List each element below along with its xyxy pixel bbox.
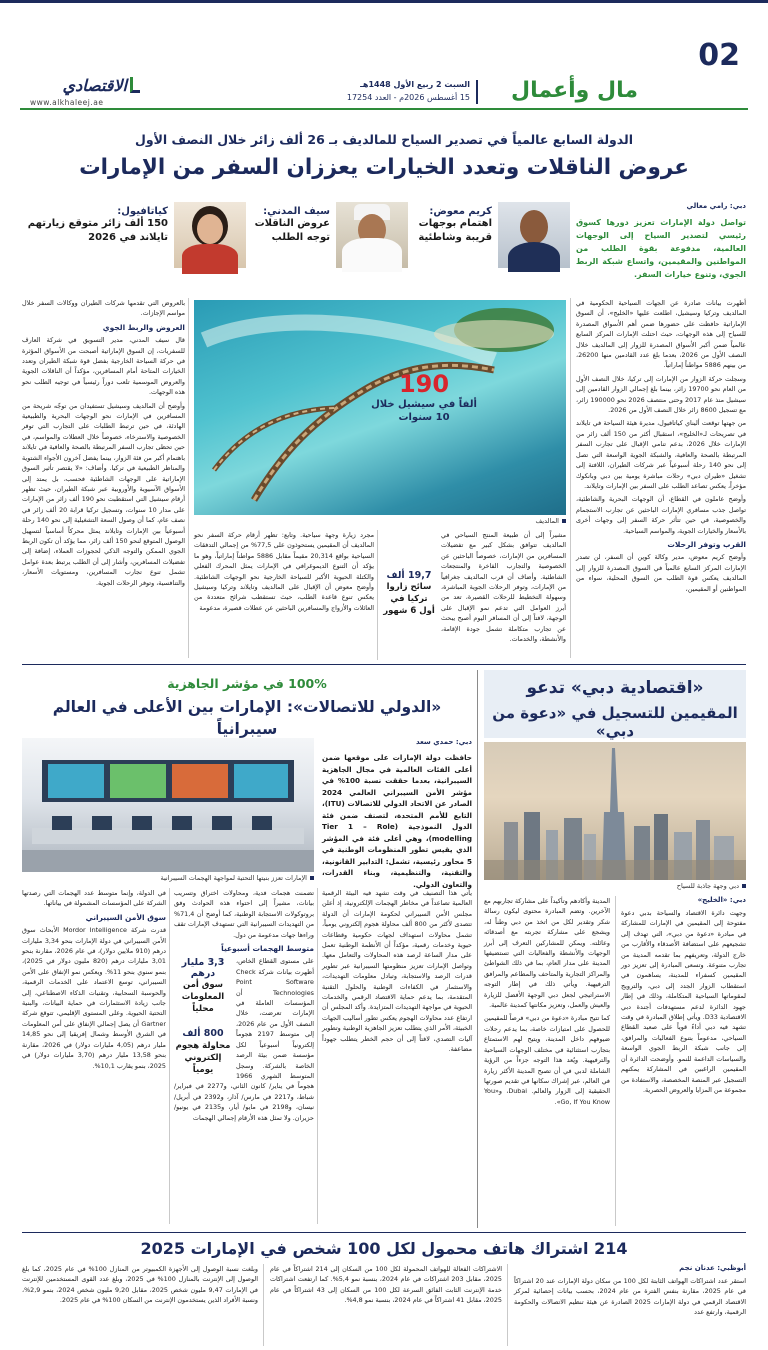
logo-mark-icon bbox=[130, 77, 140, 93]
header-green-line bbox=[20, 108, 748, 110]
stat-turkey-number: 19,7 ألف bbox=[386, 570, 432, 581]
story3-col1: يأتي هذا التصنيف في وقت تشهد فيه البيئة الرقمية العالمية تصاعداً في مخاطر الهجمات الإلكترونية، إذ أعلن مجلس الأمن السيبراني لحكومة الإمارات أن الدولة تتصدى لأكثر من 800 ألف محاولة هجوم إلكتروني يومياً، تشمل محاولات استهداف لجهات حكومية وقطاعات حيوية وخدمات رقمية، مؤكداً أن الأنظمة الوطنية تعمل على مدار الساعة لرصد هذه المحاولات والتعامل معها. وتواصل الإمارات تعزيز منظومتها السيبرانية عبر تطوير قدرات الرصد والاستجابة، وتبادل معلومات التهديدات، والاستثمار في الكفاءات الوطنية والحلول التقنية المتقدمة، بما يدعم حماية الاقتصاد الرقمي والخدمات الحيوية في مواجهة التهديدات المتزايدة. وأكد المجلس أن ارتفاع عدد محاولات الهجوم يعكس تطور أساليب الجهات الخبيثة، الأمر الذي يتطلب تعزيز الجاهزية الوطنية وتطوير آليات التصدي، لافتاً إلى أن حجم الخطر يتطلب جهوداً مضاعفة. bbox=[322, 889, 472, 1054]
story4-col2: الاشتراكات الفعالة للهواتف المحمولة لكل 100 من السكان إلى 214 اشتراكاً في عام 2025، مقابل 203 اشتراكات في عام 2024، بنسبة نمو 5,4%. كما ارتفعت اشتراكات خدمة الإنترنت الثابت الفائق السرعة لكل 100 من السكان إلى 43 اشتراكاً في عام 2025، مقابل 41 اشتراكاً في عام 2024، بنسبة نمو 4,8%. bbox=[270, 1265, 502, 1305]
story2-col2-p1: المدينة وأكادهم وتأكيداً على مشاركة تجاربهم مع الآخرين. وتضم المبادرة محتوى ليكون رسالة شكر وتقدير لكل من اتخذ من دبي وطناً له، ويشجع على مشاركة تجربته مع أصدقائه وعائلته. ويمكن للمشاركين التعرف إلى أبرز الوجهات والأنشطة والفعاليات التي تستضيفها المدينة على مدار العام، بما في ذلك الشواطئ والمراكز التجارية والمتاحف والمطاعم والمرافق الترفيهية. ويأتي ذلك في إطار التوجه الاستراتيجي لجعل دبي الوجهة الأفضل للزيارة والعيش والعمل، وتعزيز مكانتها كمدينة عالمية. bbox=[484, 897, 610, 1010]
header-navy-bar bbox=[0, 0, 768, 3]
expert-saif-name: سيف المدني: bbox=[263, 206, 330, 217]
story2-headline-1: «اقتصادية دبي» تدعو bbox=[526, 678, 704, 698]
control-room-graphic bbox=[22, 738, 314, 872]
story1-col1-p2: وسجلت حركة الزوار من الإمارات إلى تركيا، خلال النصف الأول من العام نحو 19700 زائر، بينما بلغ إجمالي الزوار القادمين إلى سيشيل منذ عام 2017 وحتى منتصف 2026 نحو 190000 زائر، مع تسجيل 8600 زائر خلال النصف الأول من 2026. bbox=[576, 374, 746, 415]
col-rule bbox=[317, 888, 318, 1224]
issue-date-hijri: السبت 2 ربيع الأول 1448هـ bbox=[360, 80, 470, 89]
logo bbox=[30, 74, 140, 96]
story-divider bbox=[22, 664, 746, 665]
story3-headline: «الدولي للاتصالات»: الإمارات بين الأعلى في العالم سيبرانياً bbox=[52, 698, 442, 738]
expert-karim-name: كريم معوض: bbox=[429, 206, 492, 217]
story2-col1: وجهت دائرة الاقتصاد والسياحة بدبي دعوة مفتوحة إلى المقيمين في الإمارات للمشاركة في مبادرة «دعوة من دبي»، التي تهدف إلى تشجيعهم على استضافة الأصدقاء والأقارب من خارج الدولة، وتعريفهم بما تقدمه المدينة من تجارب متنوعة. وتسعى المبادرة إلى تعزيز دور المقيمين كسفراء للمدينة، يساهمون في استقطاب الزوار الجدد إلى دبي، والترويج لمقوماتها السياحية المتكاملة، وذلك في إطار جهود الدائرة لدعم مستهدفات أجندة دبي الاقتصادية D33. ويأتي إطلاق المبادرة في وقت تشهد فيه دبي أداءً قوياً على صعيد القطاع السياحي، مدعوماً بتنوع الفعاليات والمرافق، إلى جانب شبكة الربط الجوي الواسعة والسياسات الداعمة للنمو. وأوضحت الدائرة أن المقيمين الراغبين في المشاركة يمكنهم التسجيل عبر المنصة المخصصة، والاستفادة من مجموعة من المزايا والعروض الحصرية. bbox=[621, 909, 746, 1094]
expert-saif bbox=[252, 206, 330, 245]
story4-headline: 214 اشتراك هاتف محمول لكل 100 شخص في الإمارات 2025 bbox=[140, 1239, 628, 1258]
story2-col2 bbox=[484, 896, 610, 1226]
logo-text: الاقتصادي bbox=[62, 75, 127, 95]
stat-turkey-label: سائح زاروا تركيا في أول 6 شهور bbox=[383, 582, 435, 616]
col-rule bbox=[507, 1264, 508, 1346]
expert-saif-quote: عروض الناقلات توجه الطلب bbox=[254, 218, 330, 243]
story3-byline: دبي: حمدي سعد bbox=[415, 738, 472, 746]
section-divider bbox=[476, 80, 478, 104]
story3-kicker: 100% في مؤشر الجاهزية bbox=[167, 676, 327, 691]
story1-col1-p5: وأوضح كريم معوض، مدير وكالة كوين أن السفر، لن تصدر الإمارات المركز السابع عالمياً في السوق المصدرة للزوار إلى المالديف يعكس قوة الطلب من السوق المحلية، سواء من المواطنين أو المقيمين، bbox=[576, 553, 746, 593]
story1-col4 bbox=[22, 298, 185, 660]
col-rule bbox=[570, 298, 571, 658]
story3-lead: حافظت دولة الإمارات على موقعها ضمن أعلى الفئات العالمية في مجال الجاهزية السيبرانية، بعدما حققت نسبة 100% في مؤشر الأمن السيبراني العالمي 2024 الصادر عن الاتحاد الدولي للاتصالات (ITU)، التابع للأمم المتحدة، لتصنف ضمن فئة الدول النموذجية (Tier 1 – Role modelling)، وهي أعلى فئة في المؤشر الذي يقيس تطور المنظومات الوطنية في 5 محاور رئيسية، تشمل: التدابير القانونية، والتقنية، والتنظيمية، وبناء القدرات، والتعاون الدولي. bbox=[322, 753, 473, 889]
story3-subhead-weekly: متوسط الهجمات أسبوعياً bbox=[221, 944, 314, 954]
masthead bbox=[0, 0, 768, 118]
col-rule bbox=[615, 896, 616, 1226]
story4-col1: استقر عدد اشتراكات الهواتف الثابتة لكل 100 من سكان دولة الإمارات عند 20 اشتراكاً في عام 2025، مقارنة بنفس الفترة من عام 2024، بحسب بيانات إحصائية لمركز الاقتصاد الرقمي في دولة الإمارات 2025 الصادرة عن هيئة تنظيم الاتصالات والحكومة الرقمية، وارتفع عدد bbox=[514, 1277, 747, 1317]
story1-col1-p1: أظهرت بيانات صادرة عن الجهات السياحية الحكومية في المالديف وتركيا وسيشيل، اطلعت عليها «الخليج»، أن السوق الإماراتية حافظت على حضورها ضمن أهم الأسواق المصدرة للسياح إلى هذه الوجهات، حيث احتلت الإمارات المركز السابع عالمياً ضمن أكبر الأسواق المصدرة للزوار إلى المالديف خلال النصف الأول من 2026، بعدما بلغ عدد القادمين منها 26200، من بينهم 5886 مواطناً إماراتياً. bbox=[576, 299, 747, 370]
story1-col3: مجرد زيارة وجهة سياحية. وتابع: تظهر أرقام حركة السفر نحو المالديف أن المقيمين يستحوذون على 77,5% من إجمالي التدفقات السياحية بواقع 20,314 مقيماً مقابل 5886 مواطناً إماراتياً، وهو ما يؤكد أن التنوع الديموغرافي في الإمارات يمثل المحرك الفعلي والكتلة الحيوية الأكبر للسياحة الخارجية نحو الوجهات الشاطئية. وأوضح معوض أن الإقبال على المالديف وتايلاند وتركيا وسيشيل يعكس تنوع قاعدة الطلب، حيث تستقطب شرائح متعددة من العائلات والأزواج والمسافرين الباحثين عن عطلات قصيرة، مدعومة bbox=[194, 531, 375, 612]
photo-caption-cyber: الإمارات تعزز بنيتها التحتية لمواجهة الهجمات السيبرانية bbox=[22, 874, 314, 882]
story1-lead: تواصل دولة الإمارات تعزيز دورها كسوق رئيسي لتصدير السياح إلى الوجهات العالمية، مدفوعة بقوة الطلب من المواطنين والمقيمين، واتساع شبكة الربط الجوي، وتنوع خيارات السفر. bbox=[576, 218, 746, 279]
story3-col3-p1: قدرت شركة Mordor Intelligence الأبحاث سوق الأمن السيبراني في دولة الإمارات بنحو 3,34 مليارات درهم (910 ملايين دولار)، في عام 2026، مقارنة بنحو 3,01 مليارات درهم (820 مليون دولار في 2025)، بنمو سنوي بنحو 11%. ويعكس نمو الإنفاق على الأمن السيبراني، توسع الاعتماد على الخدمات الرقمية، والحوسبة السحابية، وتقنيات الذكاء الاصطناعي، إلى جانب زيادة الاستثمارات في حماية البيانات، والبنية التحتية الحيوية. وعلى المستوى الإقليمي، تتوقع شركة Gartner أن يصل إجمالي الإنفاق على أمن المعلومات في الشرق الأوسط وشمال إفريقيا إلى نحو 14,85 مليار درهم (4,05 مليارات دولار) في 2026، مقارنة بنحو 13,58 مليار درهم (3,70 مليارات دولار) في 2025، بنمو يقارب 10,1%. bbox=[22, 926, 166, 1070]
stat-attacks-number: 800 ألف bbox=[182, 1028, 224, 1040]
story-divider bbox=[22, 1232, 746, 1233]
expert-karim-quote: اهتمام بوجهات قريبة وشاطئية bbox=[418, 218, 492, 243]
col-rule bbox=[263, 1264, 264, 1346]
photo-stat-label: ألفاً في سيشيل خلال 10 سنوات bbox=[371, 399, 477, 423]
story1-col4-p2: وأوضح أن المالديف وسيشيل تستفيدان من توجّه شريحة من المسافرين في الإمارات نحو الوجهات البحرية والطبيعية الهادئة، في حين ترتبط الطلبات على التجارب التي توفر الخصوصية والاسترخاء، خصوصاً خلال العطلات والمواسم، في حين تحظى تجارب السفر المرتبطة بالصحة والعافية في تايلاند باهتمام أكبر من فئة الزوار، بينما يفضل آخرون الأجواء الشتوية والمناظر الطبيعية في تركيا. وأضاف: «لا يقتصر تأثير السوق الإماراتية على الوجهات الشاطئية فحسب، بل يمتد إلى الأسواق الآسيوية والأوروبية عبر شبكة الطيران، حيث تظهر أرقام سيشيل التي استقطبت نحو 190 ألف زائر من الإمارات على مدار 10 سنوات، وتسجيل تركيا قرابة 20 ألف زائر في نصف عام، كما أن وصول السعة التشغيلية إلى نحو 140 رحلة أسبوعياً بين الإمارات وتايلاند يمثل محركاً أساسياً لتسهيل الوصول المتوقع لنحو 150 ألف زائر، مما يؤكد أن تكون الربط الجوي الممكن والتوجه الذكي لحجوزات العملاء، إضافة إلى تفضيلات المسافرين، وأشار إلى أن الطلب يرتبط بعدة عوامل تشمل تنوع تجارب المسافرين، ومستويات الأسعار، والتنافسية، وتوفر الرحلات الجوية. bbox=[22, 401, 185, 587]
maldives-photo bbox=[194, 300, 566, 515]
story1-col1-p4: وأوضح عاملون في القطاع، أن الوجهات البحرية والشاطئية، تواصل جذب مسافري الإمارات الباحثين عن تجارب الاستجمام والخصوصية، في حين تتأثر حركة السفر إلى وجهات أخرى بالأسعار والخيارات الجوية، والمواسم السياحية. bbox=[576, 495, 746, 535]
stat-market-label: سوق أمن المعلومات محلياً bbox=[181, 980, 225, 1015]
caption-bullet-icon bbox=[310, 876, 314, 880]
story1-col4-p1: قال سيف المدني، مدير التسويق في شركة العارف للسفريات، إن السوق الإماراتية أصبحت من الأسواق المؤثرة في حركة السياحة الخارجية بفضل قوة شبكة الطيران وتعدد الخيارات المتاحة أمام المسافرين، مؤكداً أن الناقلات الجوية والعروض الموسمية تلعب دوراً رئيسياً في توجيه الطلب نحو هذه الوجهات. bbox=[22, 336, 185, 397]
dubai-skyline-photo bbox=[484, 742, 746, 880]
photo-caption-dubai: دبي وجهة جاذبة للسياح bbox=[484, 882, 746, 890]
story2-col2-p2: كما تتيح مبادرة «دعوة من دبي» فرصاً للمقيمين للحصول على امتيازات خاصة، بما يدعم رحلات ضيوفهم داخل المدينة، ويتيح لهم الاستمتاع بتجارب استثنائية في مختلف الوجهات السياحية والترفيهية. ويُعد هذا التوجه جزءاً من الرؤية الشاملة لدبي في أن تصبح المدينة الأكثر زيارة في العالم، عبر إشراك سكانها في تقديم صورتها الحقيقية إلى الزوار والعالم. Dubai، و«You Go, If You Know». bbox=[484, 1014, 610, 1106]
story-cyber bbox=[22, 670, 472, 1228]
section-rule bbox=[477, 670, 478, 1228]
story3-col2-p1: تضمنت هجمات فدية، ومحاولات اختراق وتسريب بيانات، مشيراً إلى احتواء هذه الحوادث وفق بروتوكولات الاستجابة الوطنية، كما أوضح أن 71,4% من التهديدات السيبرانية التي تستهدف الإمارات تقف وراءها جهات مدعومة من دول. bbox=[174, 889, 314, 939]
story3-col3 bbox=[22, 888, 166, 1224]
photo-stat-number: 190 bbox=[398, 370, 450, 398]
portrait-saif bbox=[336, 202, 408, 268]
story4-byline: أبوظبي: عدنان نجم bbox=[679, 1264, 746, 1272]
story3-stats bbox=[174, 958, 232, 1075]
story1-col4-top: بالعروض التي تقدمها شركات الطيران ووكالات السفر خلال مواسم الإجازات. bbox=[22, 299, 185, 318]
story4-col3: وبلغت نسبة الوصول إلى الأجهزة الكمبيوتر من المنازل 100% في عام 2025، كما بلغ الوصول إلى الإنترنت بالمنازل 100% في 2025، وبلغ عدد القوى المستخدمين للإنترنت في الإمارات 9,47 مليون شخص 2025، مقابل 9,20 مليون شخص 2024، بنمو 2,9%، ونسبة الأفراد الذين يستخدمون الإنترنت من السكان 100% في عام 2025. bbox=[22, 1265, 259, 1305]
col-rule bbox=[169, 888, 170, 1224]
caption-bullet-icon bbox=[742, 884, 746, 888]
story3-col2 bbox=[174, 888, 314, 1224]
photo-caption-maldives: المالديف bbox=[194, 517, 566, 525]
stat-market-number: 3,3 مليار درهم bbox=[181, 957, 225, 979]
story2-byline: دبي: «الخليج» bbox=[697, 896, 746, 904]
story-dubai bbox=[484, 670, 746, 1228]
photo-stat bbox=[364, 370, 484, 424]
story-telecom bbox=[22, 1236, 746, 1348]
story3-col3-top: في الدولة، وإنما متوسط عدد الهجمات التي رصدتها الشركة على المؤسسات المشمولة في بياناتها. bbox=[22, 889, 166, 908]
story2-headline-2: المقيمين للتسجيل في «دعوة من دبي» bbox=[492, 704, 738, 740]
portrait-karim bbox=[498, 202, 570, 268]
issue-date-greg: 15 أغسطس 2026م - العدد 17254 bbox=[346, 93, 470, 102]
stat-turkey bbox=[382, 570, 436, 617]
story1-subhead-proximity: القرب وتوفر الرحلات bbox=[667, 539, 746, 549]
story1-byline: دبي: رامي معالي bbox=[686, 202, 746, 210]
col-rule bbox=[377, 530, 378, 660]
expert-karim bbox=[414, 206, 492, 245]
expert-kiatafiol-name: كياتافيول: bbox=[117, 206, 168, 217]
col-rule bbox=[188, 298, 189, 658]
story3-subhead-market: سوق الأمن السيبراني bbox=[85, 912, 166, 922]
story1-col1-p3: من جهتها توقعت أليناي كياتافيول، مديرة هيئة السياحة في تايلاند في تصريحات لـ«الخليج»، استقبال أكثر من 150 ألف زائر من الإمارات خلال 2026، بدعم تنامي الإقبال على تجارب السفر المرتبطة بالصحة والعافية، والشبكة الجوية الواسعة التي تصل إلى نحو 140 رحلة أسبوعياً عبر شركات الطيران، اللافتة إلى تشغيل «طيران دبي» رحلات مباشرة يومية بين دبي وبانكوك مؤخراً، يعكس تصاعد الطلب على السفر بين الإمارات وتايلاند. bbox=[576, 419, 746, 490]
story1-kicker: الدولة السابع عالمياً في تصدير السياح للمالديف بـ 26 ألف زائر خلال النصف الأول bbox=[135, 132, 633, 147]
story1-headline: عروض الناقلات وتعدد الخيارات يعززان السفر من الإمارات bbox=[79, 155, 689, 180]
control-room-photo bbox=[22, 738, 314, 872]
portrait-kiatafiol bbox=[174, 202, 246, 268]
page-number: 02 bbox=[698, 38, 740, 73]
story1-col1 bbox=[576, 298, 746, 660]
skyline-graphic bbox=[484, 742, 746, 880]
caption-bullet-icon bbox=[562, 519, 566, 523]
stat-attacks-label: محاولة هجوم إلكتروني يومياً bbox=[175, 1040, 231, 1075]
expert-kiatafiol-quote: 150 ألف زائر متوقع زيارتهم تايلاند في 2026 bbox=[27, 218, 168, 243]
story1-col2: مشيراً إلى أن طبيعة المنتج السياحي في المالديف تتوافق بشكل كبير مع تفضيلات المسافرين من الإمارات، خصوصاً الباحثين عن الخصوصية والتجارب الفاخرة والمنتجعات الشاطئية. وأضاف أن قرب المالديف جغرافياً من الإمارات، وتوفر الرحلات الجوية المباشرة، وسهولة التخطيط للرحلات القصيرة، تعد من أبرز العوامل التي تدعم نمو الإقبال على الوجهة، لافتاً إلى أن المسافر اليوم أصبح يبحث عن تجارب متكاملة تشمل جودة الإقامة، والأنشطة، والخدمات. bbox=[441, 531, 566, 644]
story3-col2-p2: على مستوى القطاع الخاص، أظهرت بيانات شركة Check Point Software Technologies أن المؤسسات العاملة في الإمارات تعرضت، خلال النصف الأول من عام 2026، إلى متوسط 2197 هجوماً إلكترونياً أسبوعياً لكل مؤسسة ضمن بيئة الرصد الخاصة بالشركة. وسجل المتوسط الشهري 1966 هجوماً في يناير/ كانون الثاني، و2277 في فبراير/ شباط، و2217 في مارس/ آذار، و2392 في أبريل/ نيسان، و2198 في مايو/ أيار، و2135 في يونيو/ حزيران. ولا تمثل هذه الأرقام إجمالي الهجمات bbox=[174, 957, 315, 1122]
story1-subhead-offers: العروض والربط الجوي bbox=[102, 322, 185, 332]
section-title: مال وأعمال bbox=[511, 78, 638, 103]
story-travel bbox=[0, 118, 768, 663]
site-url[interactable]: www.alkhaleej.ae bbox=[30, 98, 104, 107]
expert-kiatafiol bbox=[22, 206, 168, 245]
